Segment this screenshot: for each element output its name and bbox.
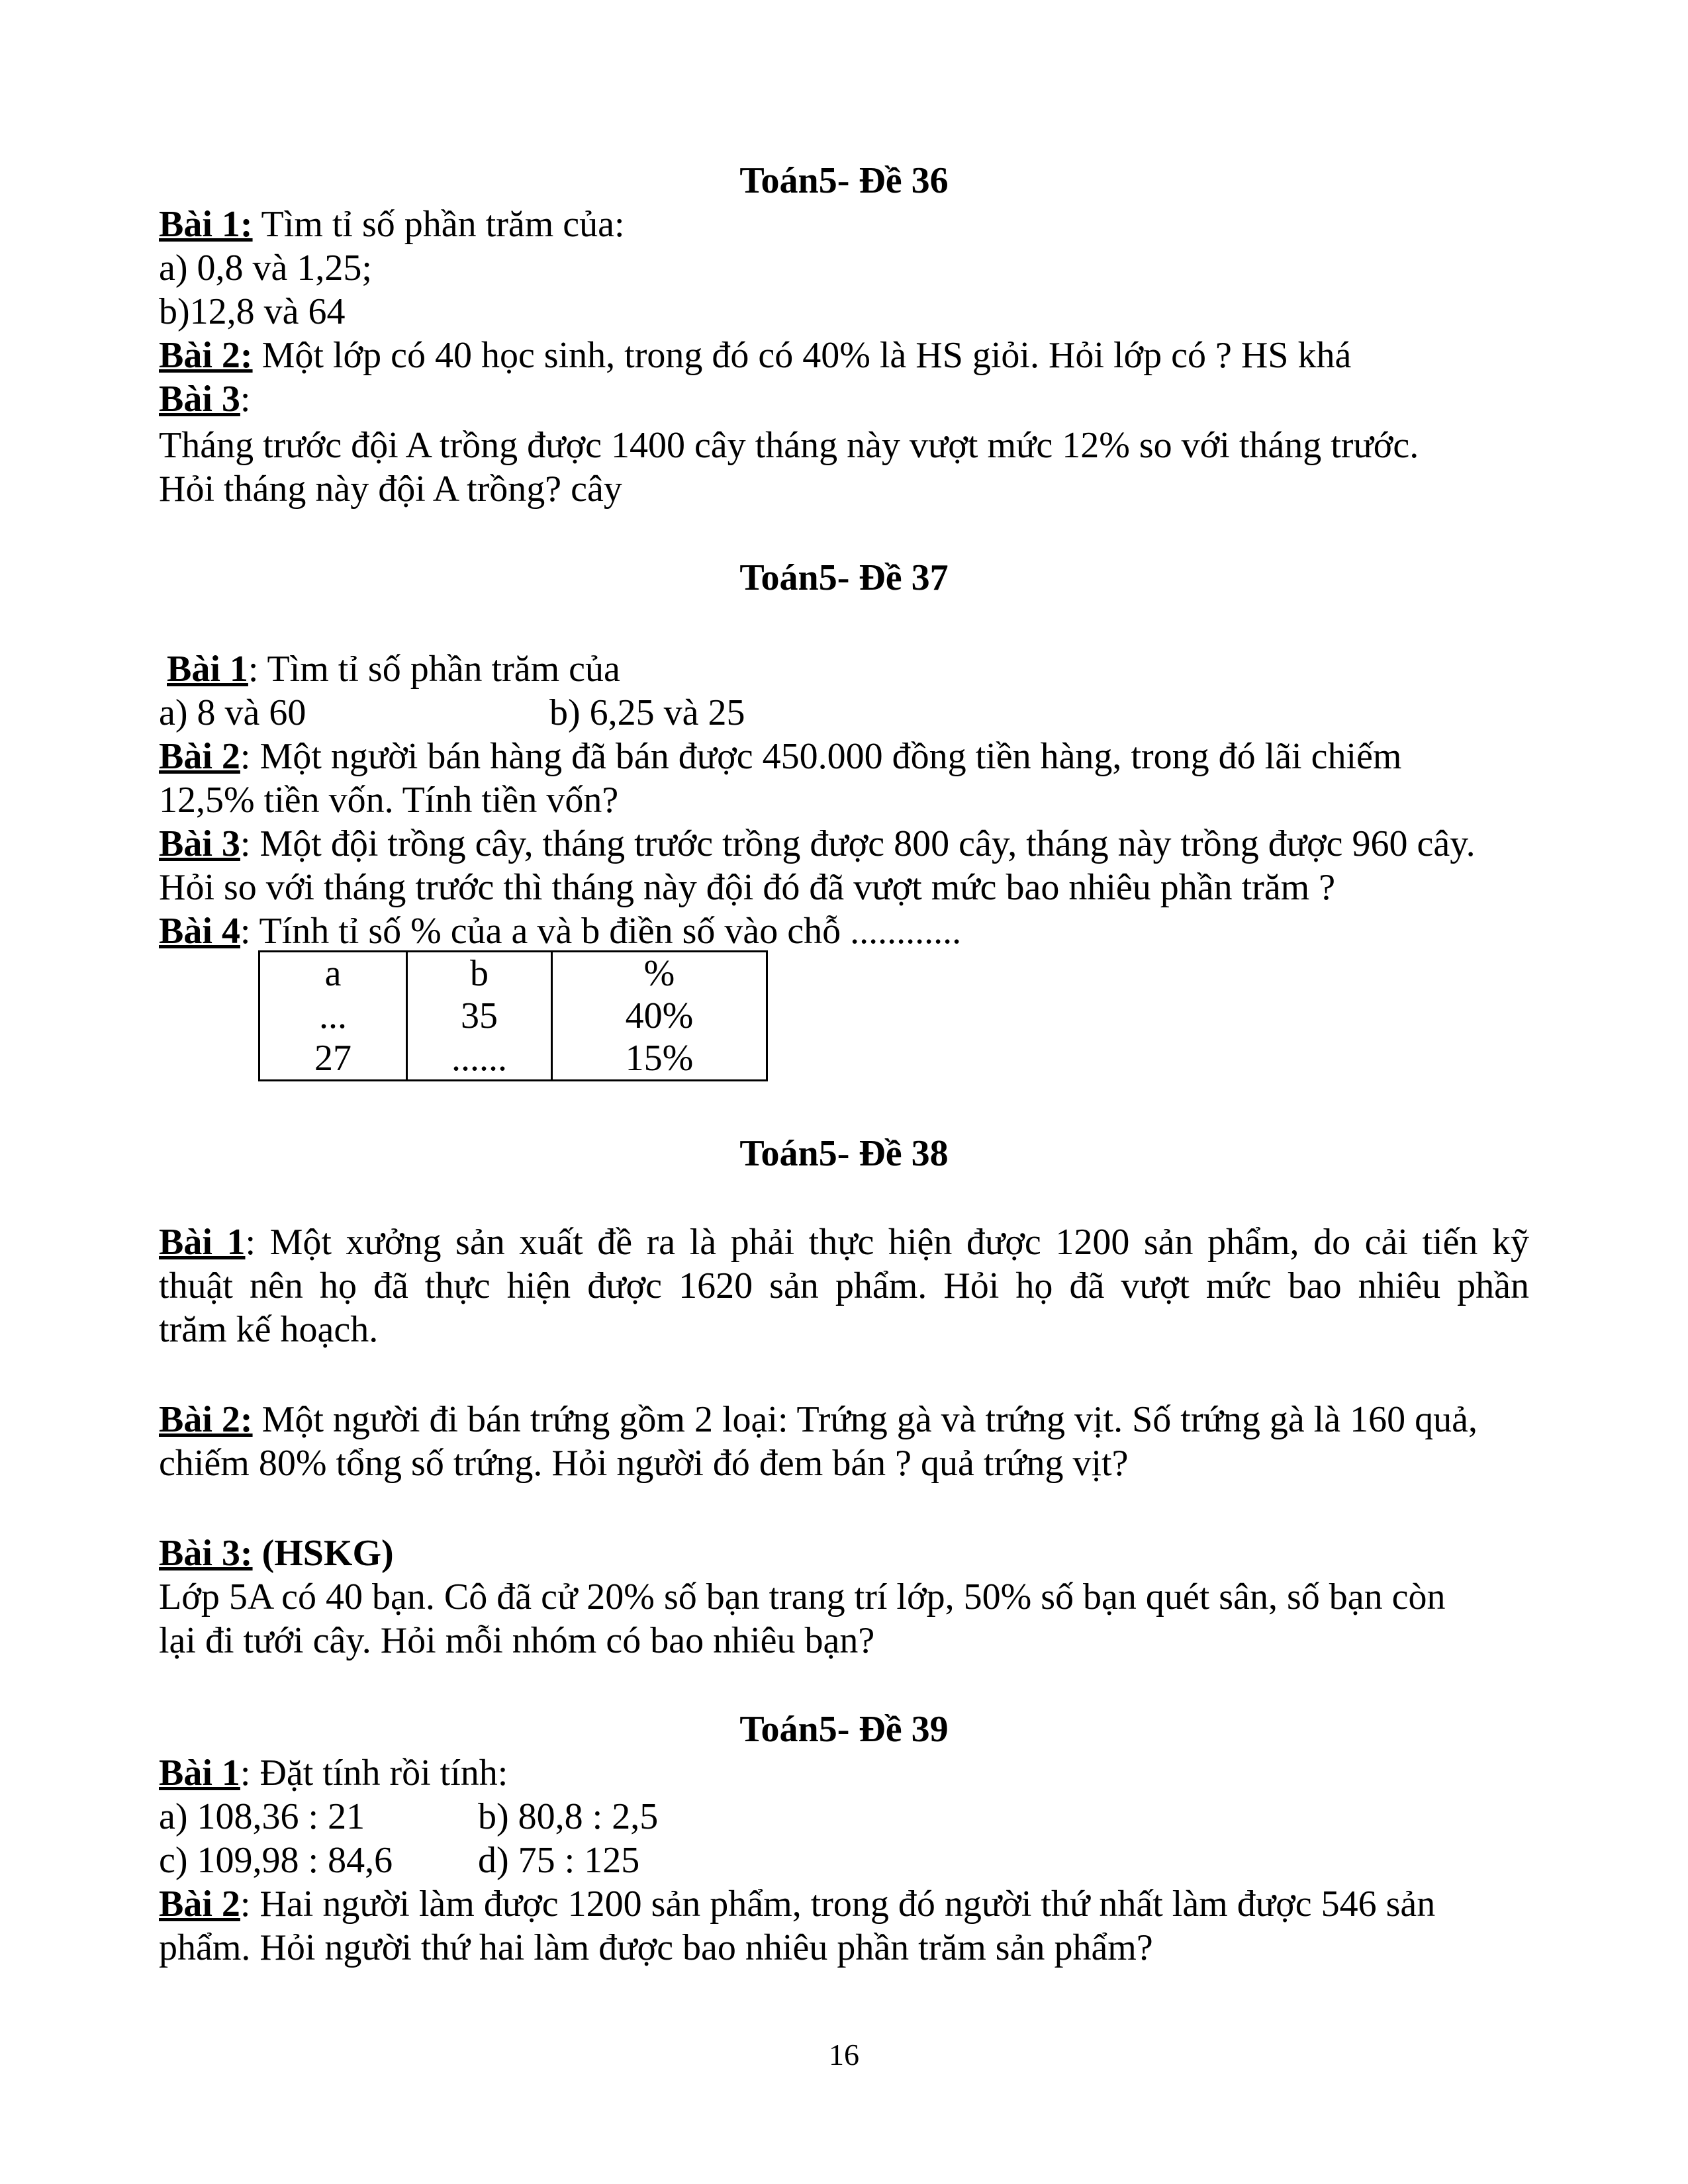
de37-bai4-label: Bài 4: [159, 911, 240, 952]
de39-bai2-label: Bài 2: [159, 1884, 240, 1925]
de37-bai1-b: b) 6,25 và 25: [549, 692, 745, 733]
de38-bai1-line3: trăm kế hoạch.: [159, 1309, 379, 1350]
table-header-row: [259, 952, 767, 995]
table-cell: ...: [259, 995, 407, 1037]
de39-bai1-label: Bài 1: [159, 1752, 240, 1794]
ratio-table: [258, 950, 768, 1081]
de37-bai2-line2: 12,5% tiền vốn. Tính tiền vốn?: [159, 780, 619, 821]
de36-bai2: [159, 334, 1351, 377]
table-cell: 15%: [552, 1037, 767, 1081]
de38-bai3: [159, 1531, 394, 1575]
de37-bai1-text: : Tìm tỉ số phần trăm của: [248, 649, 620, 690]
de36-bai1-b: b)12,8 và 64: [159, 291, 346, 332]
de37-bai3-label: Bài 3: [159, 823, 240, 864]
de36-bai1-label: Bài 1:: [159, 204, 253, 245]
de39-bai1-row2: [159, 1839, 639, 1882]
de37-bai4-text: : Tính tỉ số % của a và b điền số vào chỗ ............: [240, 911, 962, 952]
de39-bai1: [159, 1751, 508, 1795]
table-cell: 27: [259, 1037, 407, 1081]
de39-bai1-row1: [159, 1795, 658, 1839]
de38-bai2-label: Bài 2:: [159, 1399, 253, 1440]
table-cell: 35: [407, 995, 552, 1037]
de39-bai1-b: b) 80,8 : 2,5: [478, 1796, 659, 1837]
de36-bai1: [159, 203, 625, 246]
de36-bai3-label: Bài 3: [159, 379, 240, 420]
de39-bai1-text: : Đặt tính rồi tính:: [240, 1752, 508, 1794]
de38-bai1: [159, 1220, 1529, 1264]
de38-bai1-label: Bài 1: [159, 1222, 246, 1263]
de39-bai2: [159, 1882, 1435, 1926]
table-header-a: a: [259, 952, 407, 995]
de38-bai3-label: Bài 3:: [159, 1533, 253, 1574]
de38-bai3-line2: lại đi tưới cây. Hỏi mỗi nhóm có bao nhiêu bạn?: [159, 1620, 875, 1661]
de36-bai3-line2: Hỏi tháng này đội A trồng? cây: [159, 469, 622, 510]
de37-bai2-line1: : Một người bán hàng đã bán được 450.000 đồng tiền hàng, trong đó lãi chiếm: [240, 736, 1402, 777]
de39-bai2-line1: : Hai người làm được 1200 sản phẩm, trong đó người thứ nhất làm được 546 sản: [240, 1884, 1436, 1925]
de37-bai3-line1: : Một đội trồng cây, tháng trước trồng được 800 cây, tháng này trồng được 960 cây.: [240, 823, 1476, 864]
de37-bai1-label: Bài 1: [167, 649, 248, 690]
de36-bai3-colon: :: [240, 379, 251, 420]
table-row: [259, 995, 767, 1037]
de38-bai2-line1: Một người đi bán trứng gồm 2 loại: Trứng gà và trứng vịt. Số trứng gà là 160 quả,: [252, 1399, 1477, 1440]
de39-bai1-d: d) 75 : 125: [478, 1840, 640, 1881]
de38-bai3-line1: Lớp 5A có 40 bạn. Cô đã cử 20% số bạn trang trí lớp, 50% số bạn quét sân, số bạn còn: [159, 1576, 1446, 1617]
de38-bai1-line1: : Một xưởng sản xuất đề ra là phải thực hiện được 1200 sản phẩm, do cải tiến kỹ: [245, 1222, 1529, 1263]
table-header-b: b: [407, 952, 552, 995]
de39-bai1-a: a) 108,36 : 21: [159, 1796, 365, 1837]
de37-bai3-line2: Hỏi so với tháng trước thì tháng này đội đó đã vượt mức bao nhiêu phần trăm ?: [159, 867, 1336, 908]
de38-bai2: [159, 1398, 1477, 1441]
de37-bai4: [159, 909, 961, 953]
de36-title: Toán5- Đề 36: [739, 160, 949, 201]
de37-bai1-options: [159, 691, 745, 735]
de36-bai3: [159, 377, 250, 421]
de37-bai3: [159, 822, 1476, 866]
de36-bai3-line1: Tháng trước đội A trồng được 1400 cây tháng này vượt mức 12% so với tháng trước.: [159, 425, 1419, 466]
de38-title: Toán5- Đề 38: [739, 1133, 949, 1174]
de37-bai2: [159, 735, 1401, 778]
de36-bai1-a: a) 0,8 và 1,25;: [159, 248, 372, 289]
de36-bai2-text: Một lớp có 40 học sinh, trong đó có 40% là HS giỏi. Hỏi lớp có ? HS khá: [252, 335, 1352, 376]
table-row: [259, 1037, 767, 1081]
table-cell: ......: [407, 1037, 552, 1081]
de36-bai1-text: Tìm tỉ số phần trăm của:: [252, 204, 625, 245]
de37-bai2-label: Bài 2: [159, 736, 240, 777]
de36-bai2-label: Bài 2:: [159, 335, 253, 376]
de39-bai2-line2: phẩm. Hỏi người thứ hai làm được bao nhiêu phần trăm sản phẩm?: [159, 1927, 1153, 1968]
de37-bai1: [167, 647, 620, 691]
de38-bai1-line2: thuật nên họ đã thực hiện được 1620 sản phẩm. Hỏi họ đã vượt mức bao nhiêu phần: [159, 1265, 1529, 1306]
de37-title: Toán5- Đề 37: [739, 557, 949, 598]
de39-bai1-c: c) 109,98 : 84,6: [159, 1840, 393, 1881]
de39-title: Toán5- Đề 39: [739, 1709, 949, 1750]
de37-bai1-a: a) 8 và 60: [159, 692, 306, 733]
table-header-percent: %: [552, 952, 767, 995]
de38-bai3-tag: (HSKG): [261, 1533, 394, 1574]
de38-bai2-line2: chiếm 80% tổng số trứng. Hỏi người đó đem bán ? quả trứng vịt?: [159, 1443, 1129, 1484]
table-cell: 40%: [552, 995, 767, 1037]
page-number: 16: [829, 2038, 859, 2071]
